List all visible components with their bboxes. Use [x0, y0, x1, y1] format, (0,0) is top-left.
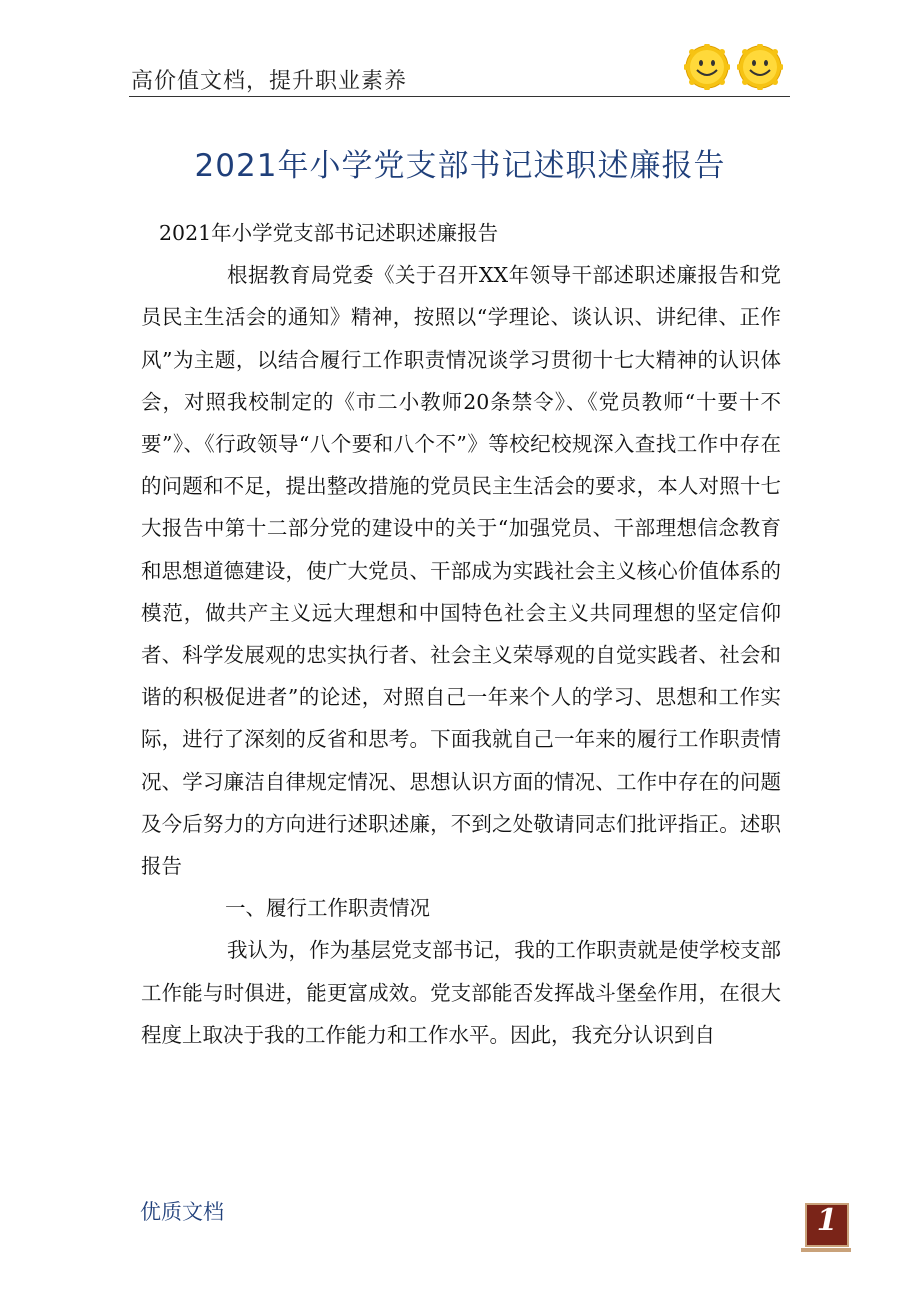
smiley-icon — [737, 44, 783, 90]
page-number: 1 — [816, 1203, 838, 1238]
page-number-badge — [805, 1203, 849, 1247]
header-divider — [129, 96, 790, 97]
body-paragraph: 根据教育局党委《关于召开XX年领导干部述职述廉报告和党员民主生活会的通知》精神，按照以“学理论、谈认识、讲纪律、正作风”为主题，以结合履行工作职责情况谈学习贯彻十七大精神的认识体会，对照我校制定的《市二小教师20条禁令》、《党员教师“十要十不要”》、《行政领导“八个要和八个不”》等校纪校规深入查找工作中存在的问题和不足，提出整改措施的党员民主生活会的要求，本人对照十七大报告中第十二部分党的建设中的关于“加强党员、干部理想信念教育和思想道德建设，使广大党员、干部成为实践社会主义核心价值体系的模范，做共产主义远大理想和中国特色社会主义共同理想的坚定信仰者、科学发展观的忠实执行者、社会主义荣辱观的自觉实践者、社会和谐的积极促进者”的论述，对照自己一年来个人的学习、思想和工作实际，进行了深刻的反省和思考。下面我就自己一年来的履行工作职责情况、学习廉洁自律规定情况、思想认识方面的情况、工作中存在的问题及今后努力的方向进行述职述廉，不到之处敬请同志们批评指正。述职报告 — [141, 263, 781, 879]
document-subtitle: 2021年小学党支部书记述职述廉报告 — [159, 221, 499, 245]
page-badge-underline — [801, 1248, 851, 1252]
document-body — [141, 212, 781, 1056]
footer-label: 优质文档 — [140, 1200, 224, 1224]
section-paragraph: 我认为，作为基层党支部书记，我的工作职责就是使学校支部工作能与时俱进，能更富成效。党支部能否发挥战斗堡垒作用，在很大程度上取决于我的工作能力和工作水平。因此，我充分认识到自 — [141, 938, 781, 1047]
smiley-icon — [684, 44, 730, 90]
header-slogan: 高价值文档，提升职业素养 — [131, 69, 408, 94]
document-title: 2021年小学党支部书记述职述廉报告 — [194, 148, 726, 184]
section-heading: 一、履行工作职责情况 — [225, 896, 430, 921]
